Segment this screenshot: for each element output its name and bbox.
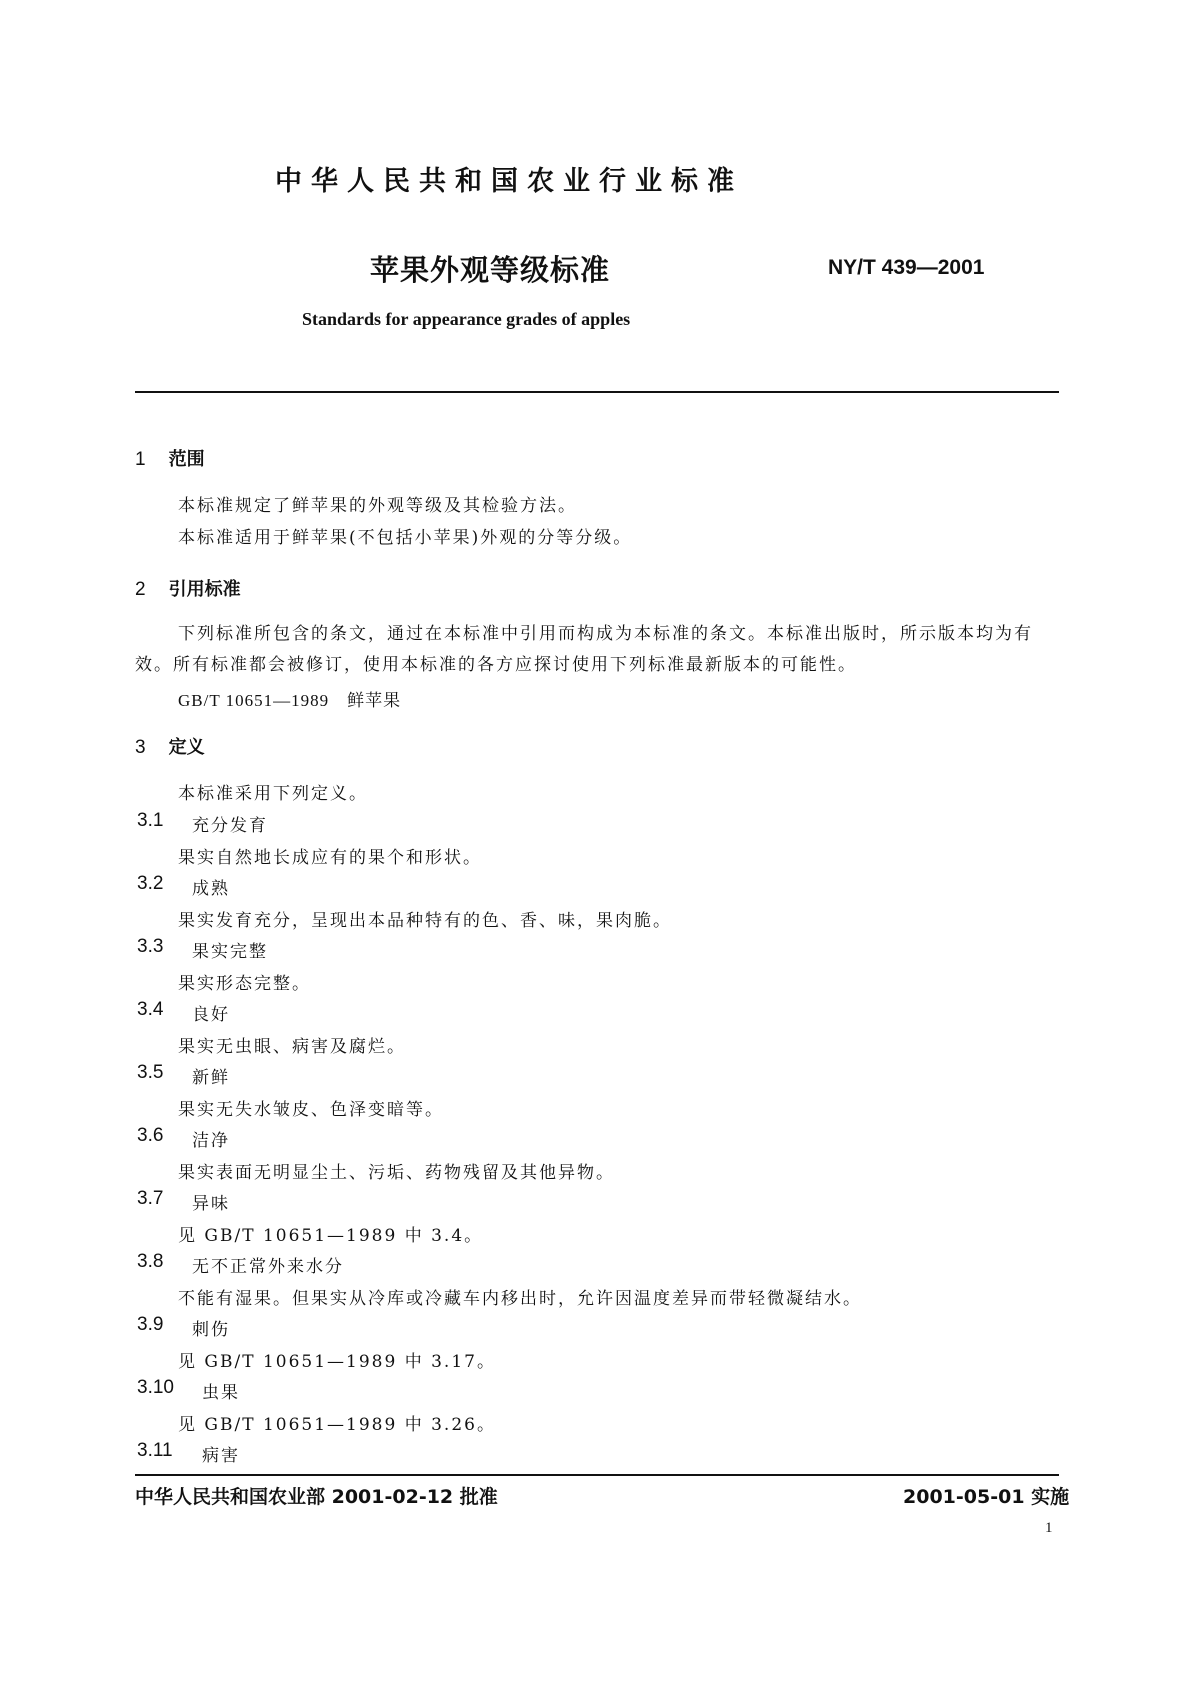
- section-title: 范围: [168, 449, 205, 470]
- clause-number: 3.7: [137, 1188, 164, 1209]
- industry-standard-title: 中华人民共和国农业行业标准: [275, 166, 743, 197]
- document-title: 苹果外观等级标准: [370, 253, 611, 287]
- section-number: 1: [135, 449, 146, 470]
- section-2-paragraph: 下列标准所包含的条文，通过在本标准中引用而构成为本标准的条文。本标准出版时，所示版本均为有效。所有标准都会被修订，使用本标准的各方应探讨使用下列标准最新版本的可能性。: [135, 624, 1033, 675]
- section-title: 引用标准: [168, 579, 241, 600]
- section-2-heading: [135, 575, 241, 601]
- clause-text: 果实无虫眼、病害及腐烂。: [178, 1037, 406, 1057]
- section-2-reference: GB/T 10651—1989 鲜苹果: [178, 691, 402, 710]
- section-title: 定义: [168, 737, 205, 758]
- section-3-intro: 本标准采用下列定义。: [178, 784, 368, 804]
- section-1-heading: [135, 445, 205, 471]
- clause-number: 3.3: [137, 936, 164, 957]
- clause-title: 新鲜: [192, 1068, 230, 1088]
- clause-title: 无不正常外来水分: [192, 1257, 344, 1277]
- header-rule: [135, 391, 1059, 393]
- clause-title: 异味: [192, 1194, 230, 1214]
- clause-title: 充分发育: [192, 816, 268, 836]
- clause-number: 3.1: [137, 810, 164, 831]
- clause-title: 虫果: [202, 1383, 240, 1403]
- english-title: Standards for appearance grades of apples: [302, 309, 631, 329]
- clause-number: 3.9: [137, 1314, 164, 1335]
- clause-title: 洁净: [192, 1131, 230, 1151]
- clause-text: 果实无失水皱皮、色泽变暗等。: [178, 1100, 444, 1120]
- section-number: 2: [135, 579, 146, 600]
- clause-text: 果实自然地长成应有的果个和形状。: [178, 848, 482, 868]
- clause-text: 果实表面无明显尘土、污垢、药物残留及其他异物。: [178, 1163, 615, 1183]
- clause-title: 成熟: [192, 879, 230, 899]
- implementation-date: 2001-05-01 实施: [903, 1486, 1070, 1508]
- clause-title: 果实完整: [192, 942, 268, 962]
- clause-text: 果实形态完整。: [178, 974, 311, 994]
- page-number: 1: [1045, 1520, 1053, 1536]
- clause-number: 3.2: [137, 873, 164, 894]
- approval-date: 中华人民共和国农业部 2001-02-12 批准: [135, 1486, 498, 1508]
- standard-code: NY/T 439—2001: [828, 256, 985, 279]
- clause-title: 良好: [192, 1005, 230, 1025]
- clause-text: 见 GB/T 10651—1989 中 3.26。: [178, 1415, 496, 1435]
- clause-number: 3.8: [137, 1251, 164, 1272]
- clause-text: 不能有湿果。但果实从冷库或冷藏车内移出时，允许因温度差异而带轻微凝结水。: [178, 1289, 862, 1309]
- clause-number: 3.11: [137, 1440, 173, 1461]
- section-number: 3: [135, 737, 146, 758]
- clause-text: 见 GB/T 10651—1989 中 3.17。: [178, 1352, 496, 1372]
- clause-title: 刺伤: [192, 1320, 230, 1340]
- clause-text: 果实发育充分，呈现出本品种特有的色、香、味，果肉脆。: [178, 911, 672, 931]
- section-1-paragraph-1: 本标准规定了鲜苹果的外观等级及其检验方法。: [178, 496, 577, 516]
- clause-number: 3.5: [137, 1062, 164, 1083]
- clause-number: 3.10: [137, 1377, 174, 1398]
- footer-rule: [135, 1474, 1059, 1476]
- clause-text: 见 GB/T 10651—1989 中 3.4。: [178, 1226, 484, 1246]
- section-1-paragraph-2: 本标准适用于鲜苹果(不包括小苹果)外观的分等分级。: [178, 528, 633, 548]
- section-3-heading: [135, 733, 205, 759]
- clause-title: 病害: [202, 1446, 240, 1466]
- clause-number: 3.4: [137, 999, 164, 1020]
- clause-number: 3.6: [137, 1125, 164, 1146]
